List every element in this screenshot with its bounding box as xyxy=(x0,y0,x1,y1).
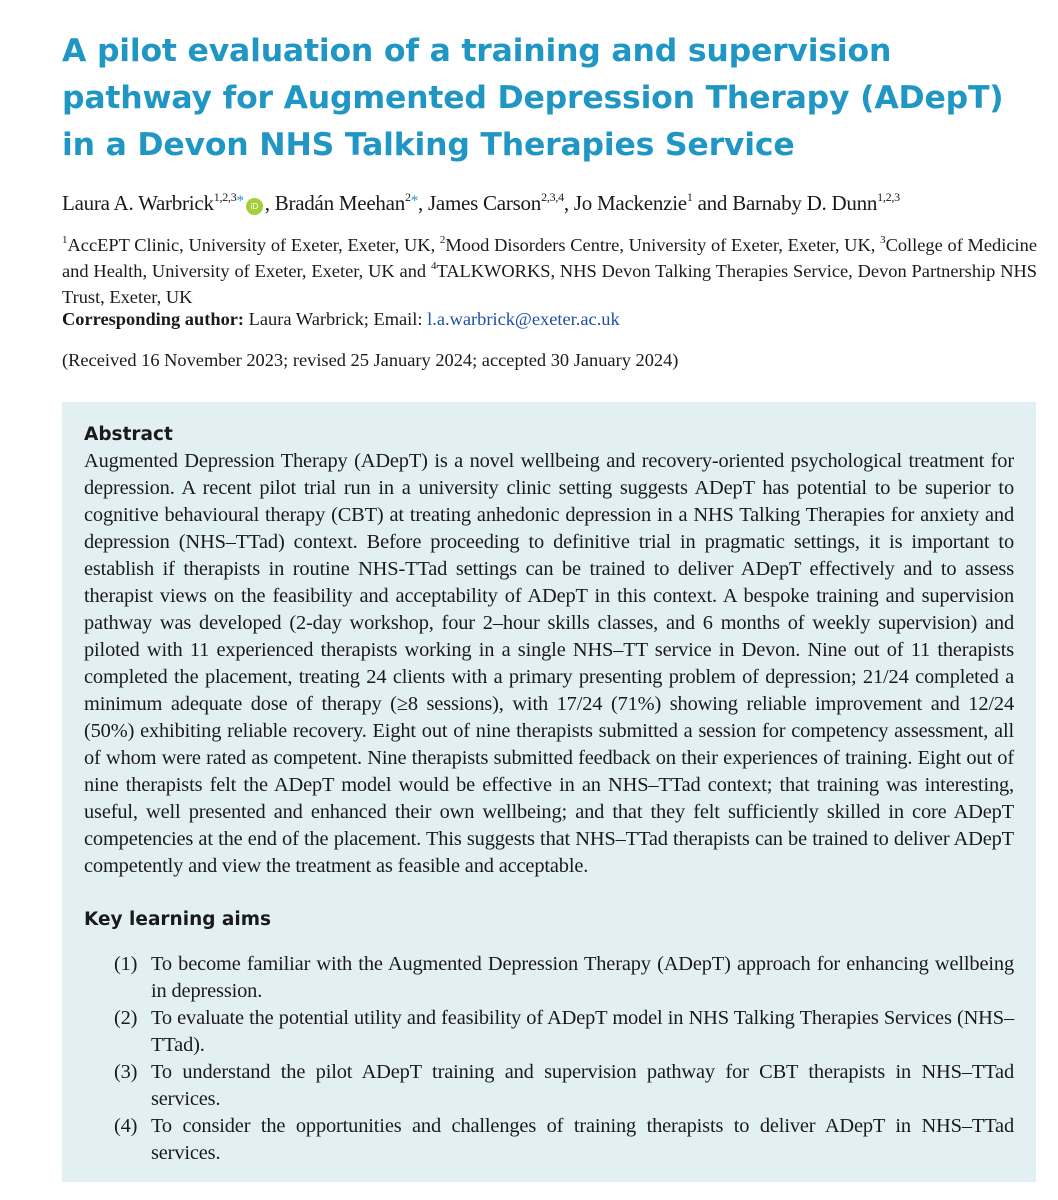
affiliation-text: College of Medicine and Health, University of Exeter, Exeter, UK and xyxy=(62,235,1037,281)
abstract-heading: Abstract xyxy=(84,424,173,445)
affiliation-text: Mood Disorders Centre, University of Exeter, Exeter, UK, xyxy=(445,235,881,255)
equal-contribution-star: * xyxy=(410,193,418,209)
author-name: Bradán Meehan xyxy=(274,191,405,215)
corresponding-author-label: Corresponding author: xyxy=(62,309,245,329)
author-affiliation-marks: 1,2,3 xyxy=(213,190,237,204)
author-affiliation-marks: 2 xyxy=(404,190,411,204)
affiliation-mark: 2 xyxy=(439,234,446,246)
author-separator: , xyxy=(563,191,574,215)
aim-text: To become familiar with the Augmented Depression Therapy (ADepT) approach for enhancing wellbeing in depression. xyxy=(151,953,1014,1002)
author-name: Barnaby D. Dunn xyxy=(732,191,878,215)
received-dates: (Received 16 November 2023; revised 25 January 2024; accepted 30 January 2024) xyxy=(62,350,679,370)
affiliation-mark: 4 xyxy=(430,260,437,272)
aim-text: To consider the opportunities and challenges of training therapists to deliver ADepT in NHS–TTad services. xyxy=(151,1115,1014,1164)
affiliation-mark: 1 xyxy=(62,234,68,246)
email-link[interactable]: l.a.warbrick@exeter.ac.uk xyxy=(427,309,620,329)
author-separator: , xyxy=(264,191,275,215)
affiliation-text: TALKWORKS, NHS Devon Talking Therapies Service, Devon Partnership NHS Trust, Exeter, UK xyxy=(62,261,1037,307)
author-name: Jo Mackenzie xyxy=(573,191,687,215)
list-item xyxy=(114,1113,1014,1167)
author-affiliation-marks: 2,3,4 xyxy=(541,190,564,204)
author-separator: , xyxy=(417,191,428,215)
corresponding-author xyxy=(62,306,1037,332)
abstract-text: Augmented Depression Therapy (ADepT) is a novel wellbeing and recovery-oriented psychological treatment for depression. A recent pilot trial run in a university clinic setting suggests ADepT has potential to be superior to cognitive behavioural therapy (CBT) at treating anhedonic depression in a NHS Talking Therapies for anxiety and depression (NHS–TTad) context. Before proceeding to definitive trial in pragmatic settings, it is important to establish if therapists in routine NHS-TTad settings can be trained to deliver ADepT effectively and to assess therapist views on the feasibility and acceptability of ADepT in this context. A bespoke training and supervision pathway was developed (2-day workshop, four 2–hour skills classes, and 6 months of weekly supervision) and piloted with 11 experienced therapists working in a single NHS–TT service in Devon. Nine out of 11 therapists completed the placement, treating 24 clients with a primary presenting problem of depression; 21/24 completed a minimum adequate dose of therapy (≥8 sessions), with 17/24 (71%) showing reliable improvement and 12/24 (50%) exhibiting reliable recovery. Eight out of nine therapists submitted a session for competency assessment, all of whom were rated as competent. Nine therapists submitted feedback on their experiences of training. Eight out of nine therapists felt the ADepT model would be effective in an NHS–TTad context; that training was interesting, useful, well presented and enhanced their own wellbeing; and that they felt sufficiently skilled in core ADepT competencies at the end of the placement. This suggests that NHS–TTad therapists can be trained to deliver ADepT competently and view the treatment as feasible and acceptable. xyxy=(84,450,1014,877)
author-name: James Carson xyxy=(427,191,542,215)
article-title: A pilot evaluation of a training and supervision pathway for Augmented Depression Therapy (ADepT) in a Devon NHS Talking Therapies Service xyxy=(62,33,1004,163)
aim-number: (2) xyxy=(114,1007,138,1029)
aim-number: (1) xyxy=(114,953,138,975)
list-item xyxy=(114,951,1014,1005)
affiliations xyxy=(62,232,1037,310)
abstract-box xyxy=(62,402,1036,1182)
corresponding-author-text: Laura Warbrick; Email: xyxy=(244,309,428,329)
list-item xyxy=(114,1059,1014,1113)
aim-number: (3) xyxy=(114,1061,138,1083)
aim-number: (4) xyxy=(114,1115,138,1137)
aim-text: To evaluate the potential utility and feasibility of ADepT model in NHS Talking Therapies Services (NHS–TTad). xyxy=(151,1007,1014,1056)
author-affiliation-marks: 1,2,3 xyxy=(877,190,900,204)
author-separator: and xyxy=(692,191,733,215)
key-learning-list xyxy=(114,951,1014,1167)
author-affiliation-marks: 1 xyxy=(686,190,693,204)
affiliation-text: AccEPT Clinic, University of Exeter, Exeter, UK, xyxy=(67,235,440,255)
author-name: Laura A. Warbrick xyxy=(62,191,214,215)
aim-text: To understand the pilot ADepT training and supervision pathway for CBT therapists in NHS–TTad services. xyxy=(151,1061,1014,1110)
orcid-icon[interactable]: iD xyxy=(246,198,263,215)
author-list xyxy=(62,187,1052,217)
list-item xyxy=(114,1005,1014,1059)
key-learning-heading: Key learning aims xyxy=(84,909,272,930)
affiliation-mark: 3 xyxy=(880,234,886,246)
equal-contribution-star: * xyxy=(236,193,244,209)
